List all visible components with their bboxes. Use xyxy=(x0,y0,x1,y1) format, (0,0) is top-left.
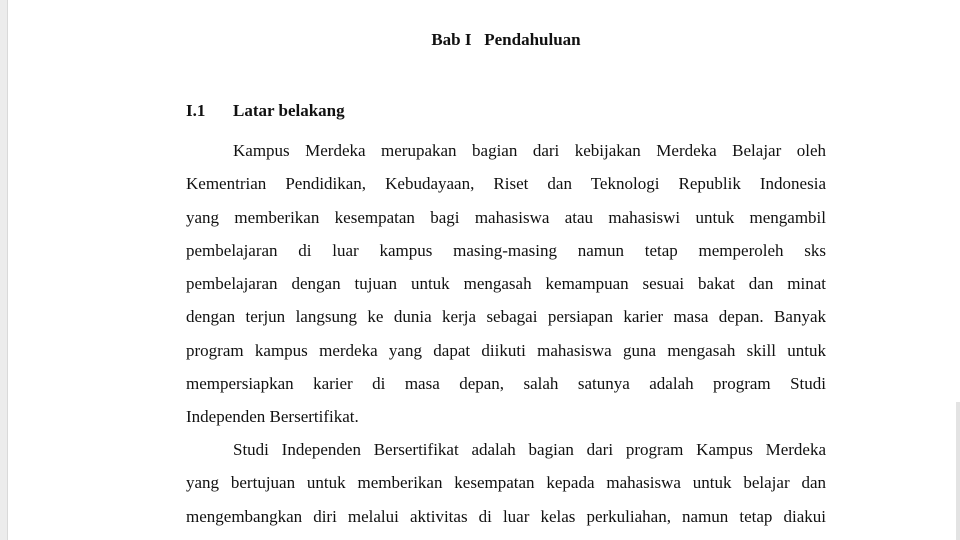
section-heading xyxy=(186,99,345,123)
paragraph-line: yang memberikan kesempatan bagi mahasiswa atau mahasiswi untuk mengambil xyxy=(186,207,826,227)
paragraph-1 xyxy=(186,134,826,434)
paragraph-line: mempersiapkan karier di masa depan, salah satunya adalah program Studi xyxy=(186,374,826,394)
paragraph-line: pembelajaran dengan tujuan untuk mengasah kemampuan sesuai bakat dan minat xyxy=(186,274,826,294)
section-number: I.1 xyxy=(186,101,206,120)
section-title: Latar belakang xyxy=(233,101,345,120)
paragraph-line: Studi Independen Bersertifikat adalah bagian dari program Kampus Merdeka xyxy=(233,440,826,459)
paragraph-line: mengembangkan diri melalui aktivitas di luar kelas perkuliahan, namun tetap diakui xyxy=(186,506,826,526)
paragraph-line: yang bertujuan untuk memberikan kesempatan kepada mahasiswa untuk belajar dan xyxy=(186,473,826,493)
chapter-title: Bab I Pendahuluan xyxy=(431,30,581,49)
paragraph-line: Independen Bersertifikat. xyxy=(186,407,359,427)
paragraph-2 xyxy=(186,433,826,533)
paragraph-line: program kampus merdeka yang dapat diikuti mahasiswa guna mengasah skill untuk xyxy=(186,340,826,360)
paragraph-line: pembelajaran di luar kampus masing-masing namun tetap memperoleh sks xyxy=(186,240,826,260)
paragraph-line: Kementrian Pendidikan, Kebudayaan, Riset dan Teknologi Republik Indonesia xyxy=(186,174,826,194)
paragraph-line: dengan terjun langsung ke dunia kerja sebagai persiapan karier masa depan. Banyak xyxy=(186,307,826,327)
paragraph-line: Kampus Merdeka merupakan bagian dari kebijakan Merdeka Belajar oleh xyxy=(233,141,826,160)
